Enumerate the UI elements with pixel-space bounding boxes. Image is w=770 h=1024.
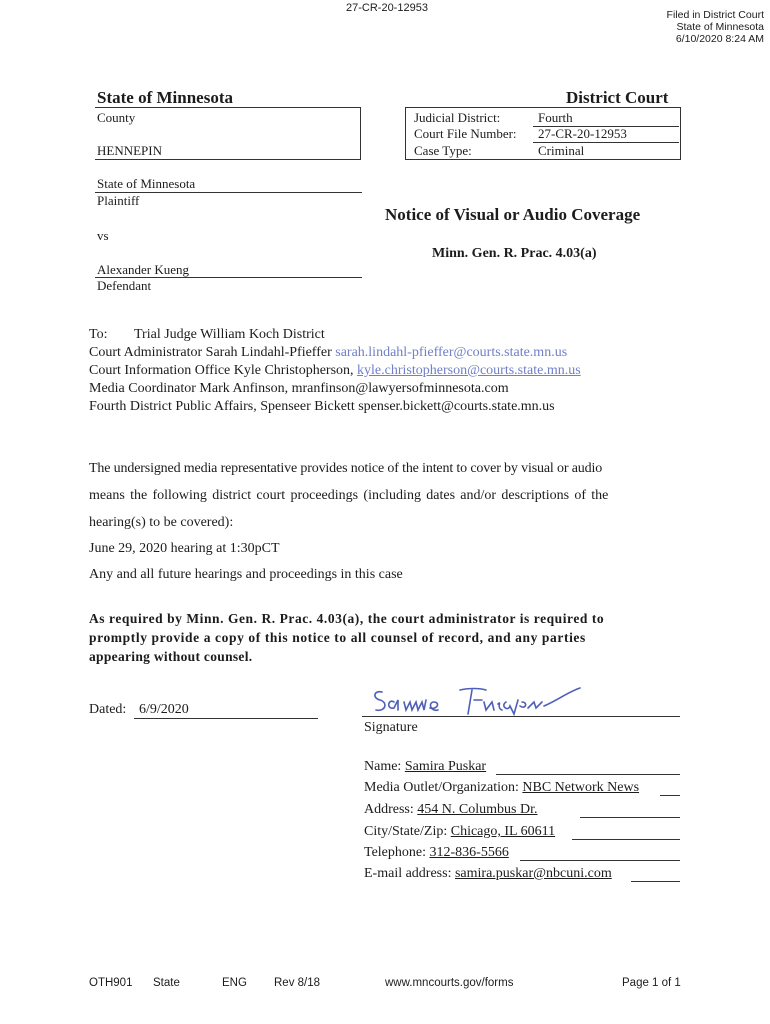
email-label: E-mail address: [364, 866, 452, 881]
address-rule [580, 817, 680, 818]
case-type-label: Case Type: [414, 143, 472, 158]
signature-rule [362, 716, 680, 717]
notice-rule: Minn. Gen. R. Prac. 4.03(a) [432, 246, 597, 261]
city-field [364, 824, 555, 840]
city-rule [572, 839, 680, 840]
signature-label: Signature [364, 720, 418, 735]
footer-lang: ENG [222, 977, 247, 989]
recipient-information-office [89, 363, 581, 379]
city-label: City/State/Zip: [364, 824, 448, 839]
administrator-email-link[interactable]: sarah.lindahl-pfieffer@courts.state.mn.us [335, 345, 568, 360]
name-label: Name: [364, 759, 402, 774]
footer-page: Page 1 of 1 [622, 977, 681, 989]
required-notice-line1: As required by Minn. Gen. R. Prac. 4.03(a), the court administrator is required to [89, 611, 605, 626]
county-label: County [97, 110, 136, 125]
notice-title: Notice of Visual or Audio Coverage [385, 205, 641, 224]
email-field [364, 866, 612, 882]
outlet-rule [660, 795, 680, 796]
phone-value: 312-836-5566 [429, 845, 509, 860]
recipient-media-coordinator: Media Coordinator Mark Anfinson, mranfinson@lawyersofminnesota.com [89, 381, 509, 396]
footer-rev: Rev 8/18 [274, 977, 321, 989]
required-notice-line3: appearing without counsel. [89, 649, 253, 664]
filed-stamp-line2: State of Minnesota [676, 21, 764, 33]
court-file-label: Court File Number: [414, 126, 517, 141]
state-title: State of Minnesota [97, 88, 233, 107]
footer-form-code: OTH901 [89, 977, 133, 989]
body-para-line3: hearing(s) to be covered): [89, 515, 234, 530]
phone-rule [520, 860, 680, 861]
vs-label: vs [97, 228, 109, 243]
handwritten-signature [368, 680, 588, 720]
recipient-information-office-text: Court Information Office Kyle Christopherson, [89, 363, 354, 378]
hearing-1: June 29, 2020 hearing at 1:30pCT [89, 541, 280, 556]
address-label: Address: [364, 802, 414, 817]
required-notice-line2: promptly provide a copy of this notice to all counsel of record, and any parties [89, 630, 586, 645]
email-value[interactable]: samira.puskar@nbcuni.com [454, 866, 612, 881]
recipient-administrator-text: Court Administrator Sarah Lindahl-Pfieffer [89, 345, 332, 360]
defendant-name: Alexander Kueng [97, 262, 190, 277]
name-rule [496, 774, 680, 775]
footer-url[interactable]: www.mncourts.gov/forms [385, 977, 514, 989]
footer-state: State [153, 977, 180, 989]
defendant-label: Defendant [97, 278, 152, 293]
plaintiff-label: Plaintiff [97, 193, 140, 208]
body-para-line2: means the following district court proceedings (including dates and/or descriptions of the [89, 488, 609, 503]
body-para-line1: The undersigned media representative provides notice of the intent to cover by visual or audio [89, 461, 603, 476]
dated-label: Dated: [89, 702, 127, 717]
outlet-field [364, 780, 639, 796]
plaintiff-name: State of Minnesota [97, 176, 196, 191]
address-field [364, 802, 537, 818]
address-value: 454 N. Columbus Dr. [417, 802, 538, 817]
recipient-judge: Trial Judge William Koch District [134, 327, 325, 342]
filed-stamp-line1: Filed in District Court [666, 9, 764, 21]
filed-stamp-line3: 6/10/2020 8:24 AM [675, 33, 764, 45]
court-title: District Court [566, 88, 669, 107]
information-office-email-link[interactable]: kyle.christopherson@courts.state.mn.us [357, 363, 581, 378]
name-field [364, 759, 486, 775]
dated-rule [134, 718, 318, 719]
phone-label: Telephone: [364, 845, 426, 860]
recipients-to-label: To: [89, 327, 108, 342]
recipient-public-affairs: Fourth District Public Affairs, Spenseer Bickett spenser.bickett@courts.state.mn.us [89, 399, 555, 414]
court-file-value: 27-CR-20-12953 [538, 126, 627, 141]
city-value: Chicago, IL 60611 [450, 824, 556, 839]
judicial-district-label: Judicial District: [414, 110, 501, 125]
hearing-2: Any and all future hearings and proceedings in this case [89, 567, 403, 582]
name-value: Samira Puskar [404, 759, 487, 774]
judicial-district-value: Fourth [538, 110, 573, 125]
case-type-value: Criminal [538, 143, 585, 158]
phone-field [364, 845, 509, 861]
outlet-label: Media Outlet/Organization: [364, 780, 519, 795]
email-rule [631, 881, 680, 882]
outlet-value: NBC Network News [522, 780, 640, 795]
dated-value: 6/9/2020 [139, 702, 189, 717]
case-number-top: 27-CR-20-12953 [346, 2, 428, 14]
county-value: HENNEPIN [97, 143, 162, 158]
recipient-administrator [89, 345, 567, 361]
